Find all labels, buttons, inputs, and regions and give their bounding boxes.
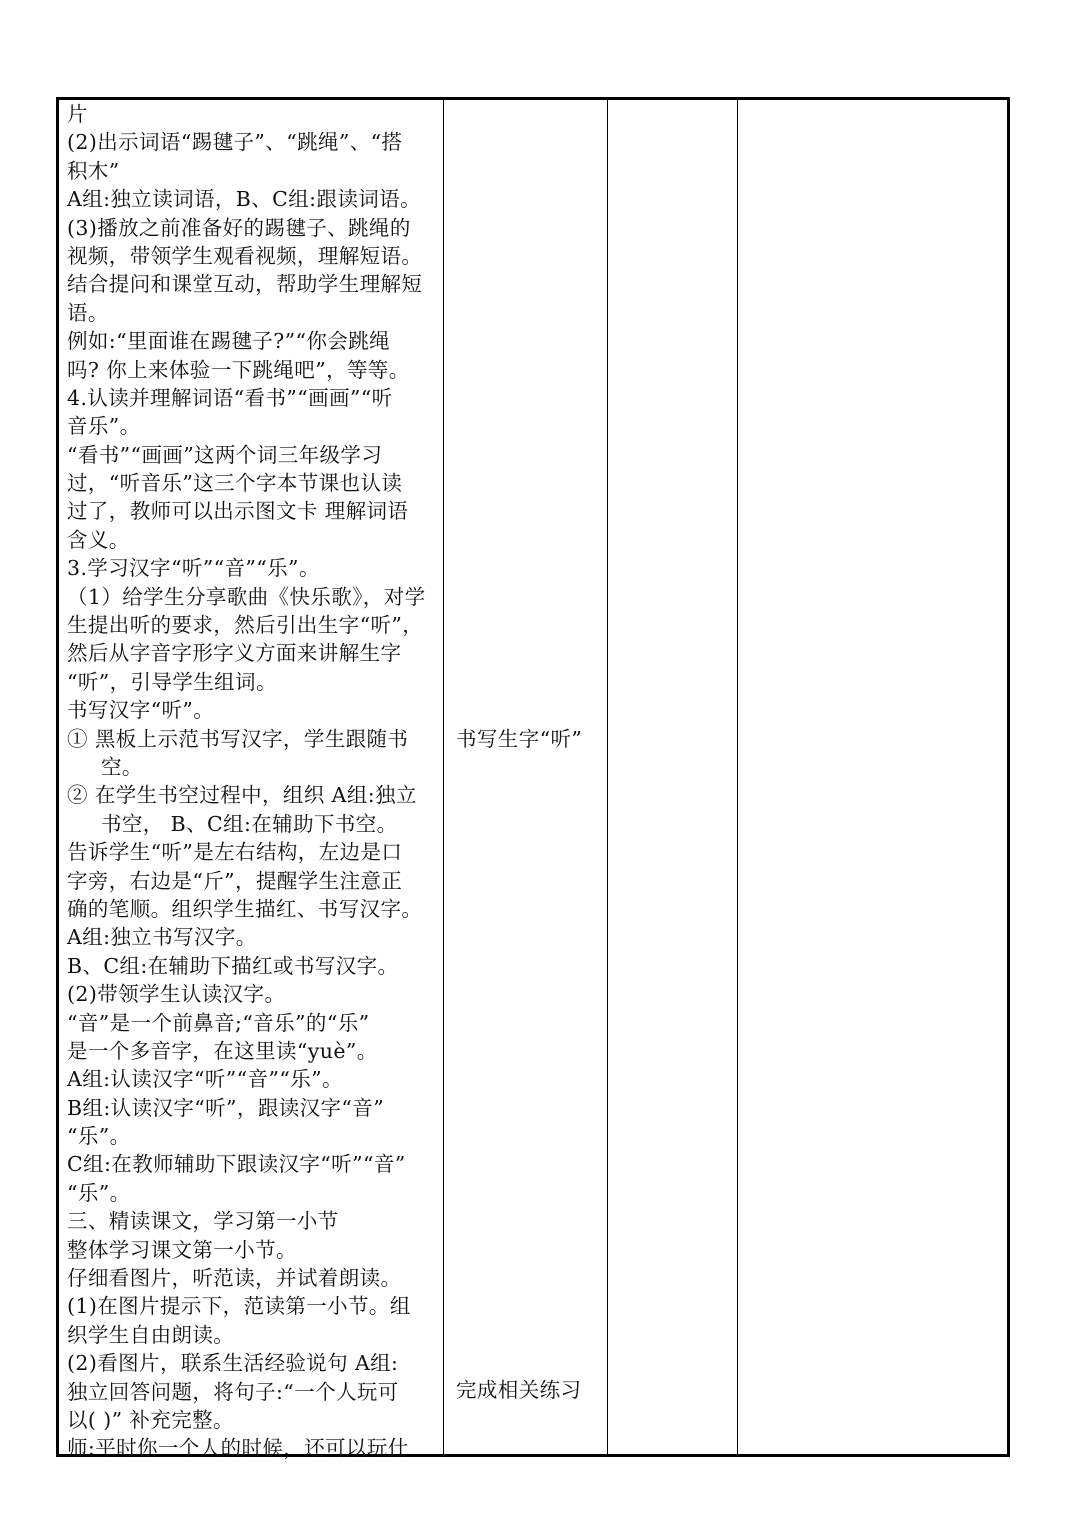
text-line: 空。 [101, 754, 143, 779]
text-line: ① 黑板上示范书写汉字，学生跟随书 [67, 726, 409, 751]
text-line: (2)带领学生认读汉字。 [67, 982, 286, 1007]
text-line: 师:平时你一个人的时候，还可以玩什 [67, 1436, 409, 1461]
text-line: (2)出示词语“踢毽子”、“跳绳”、“搭 [67, 130, 403, 155]
student-activity-column [444, 100, 608, 1454]
text-line: 过了，教师可以出示图文卡 理解词语 [67, 499, 409, 524]
text-line: 然后从字音字形字义方面来讲解生字 [67, 641, 402, 666]
text-line: 吗? 你上来体验一下跳绳吧”，等等。 [67, 357, 410, 382]
text-line: 字旁，右边是“斤”，提醒学生注意正 [67, 868, 403, 893]
teaching-process-text [67, 100, 439, 1463]
text-line: A组:独立读词语，B、C组:跟读词语。 [67, 187, 421, 212]
empty-column-3 [608, 100, 738, 1454]
text-line: 告诉学生“听”是左右结构，左边是口 [67, 840, 403, 865]
text-line: 三、精读课文，学习第一小节 [67, 1209, 339, 1234]
text-line: “音”是一个前鼻音;“音乐”的“乐” [67, 1010, 370, 1035]
lesson-plan-table [56, 97, 1010, 1461]
activity-note-write-character: 书写生字“听” [456, 727, 583, 751]
text-line: ② 在学生书空过程中，组织 A组:独立 [67, 783, 417, 808]
text-line: 独立回答问题，将句子:“一个人玩可 [67, 1379, 399, 1404]
text-line: 仔细看图片，听范读，并试着朗读。 [67, 1266, 402, 1291]
text-line: 是一个多音字，在这里读“yuè”。 [67, 1038, 378, 1063]
text-line: “乐”。 [67, 1180, 131, 1205]
text-line: 结合提问和课堂互动，帮助学生理解短 [67, 272, 423, 297]
text-line: (1)在图片提示下，范读第一小节。组 [67, 1294, 411, 1319]
text-line: 4.认读并理解词语“看书”“画画”“听 [67, 385, 393, 410]
text-line: 视频，带领学生观看视频，理解短语。 [67, 243, 423, 268]
text-line: 生提出听的要求，然后引出生字“听”， [67, 613, 424, 638]
text-line: 含义。 [67, 527, 130, 552]
text-line: 片 [67, 102, 88, 126]
text-line: 积木” [67, 158, 120, 183]
text-line: 整体学习课文第一小节。 [67, 1237, 297, 1262]
text-line: “乐”。 [67, 1124, 131, 1149]
empty-column-4 [738, 100, 1007, 1454]
text-line: B、C组:在辅助下描红或书写汉字。 [67, 953, 399, 978]
text-line: 过，“听音乐”这三个字本节课也认读 [67, 471, 403, 496]
text-line: 确的笔顺。组织学生描红、书写汉字。 [67, 896, 423, 921]
text-line: “看书”“画画”这两个词三年级学习 [67, 442, 383, 467]
text-line: A组:认读汉字“听”“音”“乐”。 [67, 1067, 343, 1092]
text-line: 书空， B、C组:在辅助下书空。 [101, 811, 398, 836]
text-line: (2)看图片，联系生活经验说句 A组: [67, 1351, 399, 1376]
text-line: 语。 [67, 300, 109, 325]
text-line: 织学生自由朗读。 [67, 1322, 235, 1347]
text-line: 3.学习汉字“听”“音”“乐”。 [67, 556, 320, 581]
teaching-process-column [59, 100, 444, 1461]
text-line: A组:独立书写汉字。 [67, 925, 257, 950]
activity-note-exercises: 完成相关练习 [456, 1378, 582, 1402]
text-line: C组:在教师辅助下跟读汉字“听”“音” [67, 1152, 406, 1177]
text-line: （1）给学生分享歌曲《快乐歌》，对学 [67, 584, 426, 609]
text-line: 音乐”。 [67, 414, 141, 439]
text-line: B组:认读汉字“听”，跟读汉字“音” [67, 1095, 385, 1120]
text-line: 以( )” 补充完整。 [67, 1407, 234, 1432]
text-line: 例如:“里面谁在踢毽子?”“你会跳绳 [67, 329, 391, 354]
text-line: (3)播放之前准备好的踢毽子、跳绳的 [67, 215, 411, 240]
text-line: 书写汉字“听”。 [67, 698, 215, 723]
text-line: “听”，引导学生组词。 [67, 669, 277, 694]
